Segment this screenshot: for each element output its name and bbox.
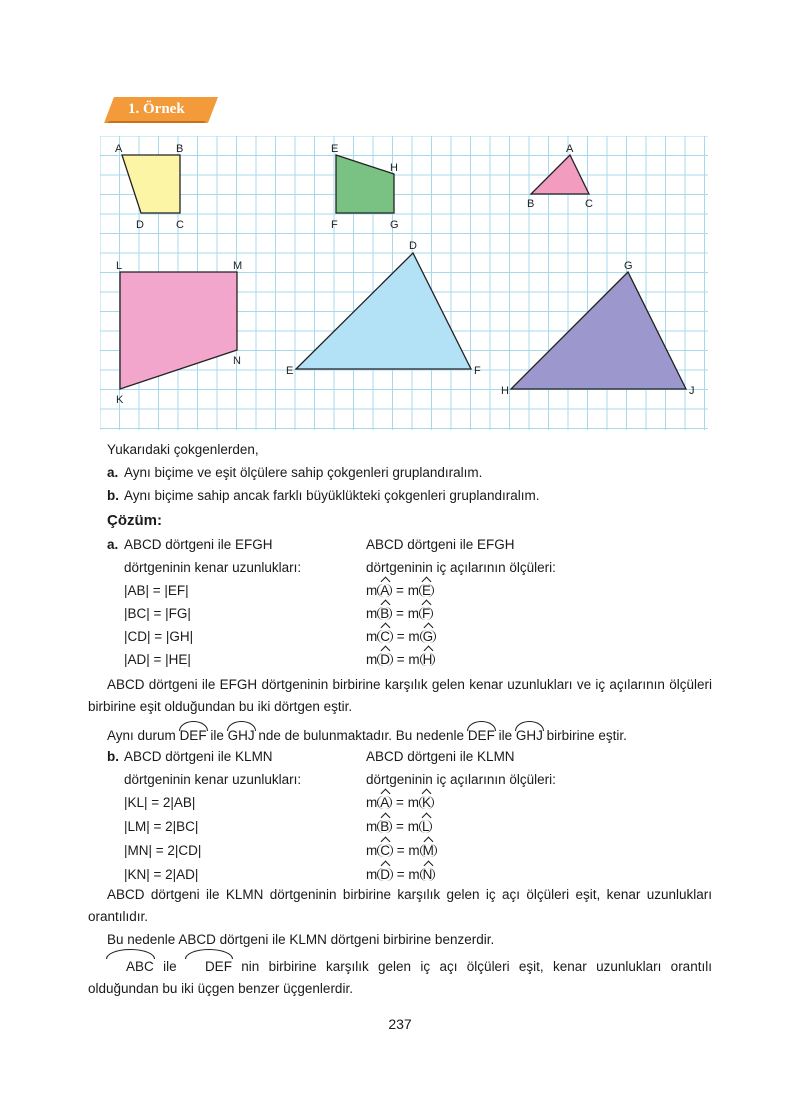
part-a-side-1: |AB| = |EF| bbox=[124, 583, 189, 598]
label-h1: H bbox=[390, 162, 398, 174]
example-badge bbox=[104, 97, 218, 123]
part-a-left-1: ABCD dörtgeni ile EFGH bbox=[124, 537, 273, 552]
label-g1: G bbox=[390, 219, 399, 231]
label-g3: G bbox=[624, 260, 633, 272]
part-a-same-line: Aynı durum DEF ile GHJ nde de bulunmaktadır. Bu nedenle DEF ile GHJ birbirine eştir. bbox=[107, 724, 627, 744]
part-a-angle-2: m B = m F bbox=[366, 606, 433, 622]
label-l: L bbox=[116, 260, 123, 272]
part-b-angle-2: m B = m L bbox=[366, 819, 432, 835]
page-number: 237 bbox=[388, 1016, 412, 1032]
label-m: M bbox=[233, 260, 243, 272]
part-b-label: b. bbox=[107, 749, 119, 764]
label-f1: F bbox=[331, 219, 338, 231]
part-a-label: a. bbox=[107, 537, 119, 552]
part-a-right-1: ABCD dörtgeni ile EFGH bbox=[366, 537, 515, 552]
part-a-left-2: dörtgeninin kenar uzunlukları: bbox=[124, 560, 302, 575]
task-a-label: a. bbox=[107, 465, 119, 480]
label-a1: A bbox=[115, 143, 123, 155]
part-b-conclusion: ABCD dörtgeni ile KLMN dörtgeninin birbirine karşılık gelen iç açı ölçüleri eşit, kenar uzunlukları orantılıdır. bbox=[88, 887, 712, 924]
task-b-text: Aynı biçime sahip ancak farklı büyüklükteki çokgenleri gruplandıralım. bbox=[124, 488, 540, 503]
part-b-angle-4: m D = m N bbox=[366, 867, 435, 883]
part-b-right-1: ABCD dörtgeni ile KLMN bbox=[366, 749, 515, 764]
part-a-conclusion: ABCD dörtgeni ile EFGH dörtgeninin birbirine karşılık gelen kenar uzunlukları ve iç açılarının ölçüleri birbirine eşit olduğundan bu iki dörtgen eştir. bbox=[88, 677, 712, 714]
intro-text: Yukarıdaki çokgenlerden, bbox=[107, 442, 259, 457]
part-a-angle-1: m A = m E bbox=[366, 583, 434, 599]
part-a-right-2: dörtgeninin iç açılarının ölçüleri: bbox=[366, 560, 556, 575]
quad-efgh bbox=[336, 155, 394, 213]
part-b-angle-1: m A = m K bbox=[366, 795, 434, 811]
label-e2: E bbox=[286, 365, 294, 377]
label-n: N bbox=[233, 355, 241, 367]
label-j: J bbox=[689, 385, 695, 397]
part-b-side-3: |MN| = 2|CD| bbox=[124, 843, 202, 858]
part-b-similar: Bu nedenle ABCD dörtgeni ile KLMN dörtgeni birbirine benzerdir. bbox=[107, 932, 495, 947]
part-b-side-2: |LM| = 2|BC| bbox=[124, 819, 199, 834]
label-c1: C bbox=[176, 219, 184, 231]
task-a-text: Aynı biçime ve eşit ölçülere sahip çokgenleri gruplandıralım. bbox=[124, 465, 483, 480]
label-b1: B bbox=[176, 143, 184, 155]
part-a-side-2: |BC| = |FG| bbox=[124, 606, 191, 621]
solution-title: Çözüm: bbox=[107, 512, 162, 529]
label-e1: E bbox=[331, 143, 339, 155]
part-a-side-3: |CD| = |GH| bbox=[124, 629, 194, 644]
part-b-left-2: dörtgeninin kenar uzunlukları: bbox=[124, 772, 302, 787]
part-b-left-1: ABCD dörtgeni ile KLMN bbox=[124, 749, 273, 764]
label-d1: D bbox=[136, 219, 144, 231]
part-a-side-4: |AD| = |HE| bbox=[124, 652, 191, 667]
label-c2: C bbox=[585, 198, 593, 210]
part-b-side-1: |KL| = 2|AB| bbox=[124, 795, 196, 810]
part-a-angle-4: m D = m H bbox=[366, 652, 435, 668]
label-a2: A bbox=[566, 143, 574, 155]
label-f2: F bbox=[474, 365, 481, 377]
polygon-grid-figure bbox=[100, 136, 708, 430]
label-b2: B bbox=[527, 198, 535, 210]
part-b-side-4: |KN| = 2|AD| bbox=[124, 867, 199, 882]
part-b-right-2: dörtgeninin iç açılarının ölçüleri: bbox=[366, 772, 556, 787]
part-b-angle-3: m C = m M bbox=[366, 843, 437, 859]
label-d2: D bbox=[409, 240, 417, 252]
part-a-angle-3: m C = m G bbox=[366, 629, 436, 645]
task-b-label: b. bbox=[107, 488, 119, 503]
example-badge-label: 1. Örnek bbox=[128, 101, 185, 117]
label-k: K bbox=[116, 394, 124, 406]
quad-abcd bbox=[122, 155, 180, 213]
label-h3: H bbox=[501, 385, 509, 397]
part-b-final: ABC ile DEF nin birbirine karşılık gelen iç açı ölçüleri eşit, kenar uzunlukları orantılı olduğundan bu iki üçgen benzer üçgenlerdir. bbox=[88, 952, 712, 1000]
